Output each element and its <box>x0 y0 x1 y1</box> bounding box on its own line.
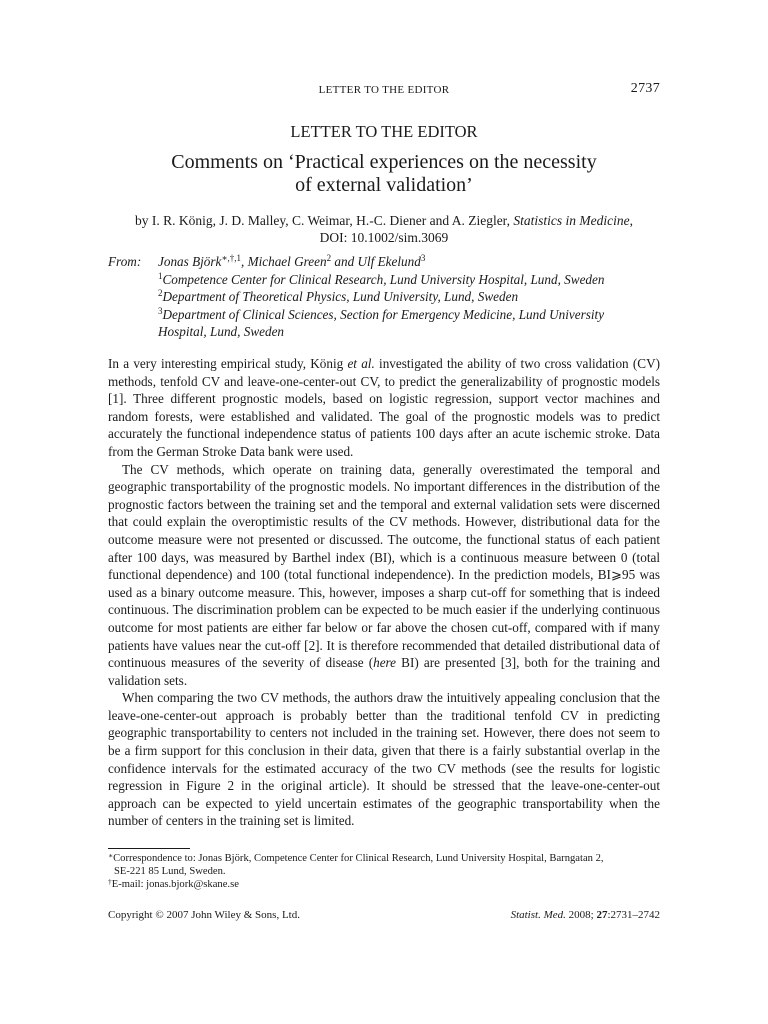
paragraph-1 <box>108 355 660 461</box>
citation-journal: Statist. Med. <box>510 909 566 921</box>
byline-authors: by I. R. König, J. D. Malley, C. Weimar, H.-C. Diener and A. Ziegler, <box>135 213 514 228</box>
affiliation-2-number: 2 <box>158 288 163 298</box>
paragraph-2-rest: BI) are presented [3], both for the training and validation sets. <box>108 655 660 688</box>
page-number: 2737 <box>630 81 660 96</box>
footnote-1-mark: ∗ <box>108 851 114 860</box>
author-2: Michael Green <box>247 254 327 269</box>
affiliation-2 <box>158 288 660 306</box>
affiliation-3 <box>158 306 660 324</box>
author-1: Jonas Björk <box>158 254 222 269</box>
paragraph-2 <box>108 461 660 690</box>
footnote-2-text: E-mail: jonas.bjork@skane.se <box>111 879 239 891</box>
footnote-1-line-1: Correspondence to: Jonas Björk, Competence Center for Clinical Research, Lund University Hospital, Barngatan 2, <box>113 853 604 864</box>
here-italic: here <box>373 655 397 671</box>
paragraph-1-start: In a very interesting empirical study, König <box>108 356 348 371</box>
author-list <box>158 253 660 271</box>
affiliation-3-number: 3 <box>158 305 163 316</box>
byline-journal: Statistics in Medicine <box>513 213 630 228</box>
byline-doi: DOI: 10.1002/sim.3069 <box>319 230 449 245</box>
footnote-2-mark: † <box>108 877 112 887</box>
paragraph-2-start: The CV methods, which operate on training data, generally overestimated the temporal and geographic transportability of the prognostic models. No important differences in the distribution of the prognostic factors between the training set and the temporal and external validation sets were discerned that could explain the overoptimistic results of the CV methods. However, distributional data for the outcome measure were not presented or discussed. The outcome, the functional status of each patient after 100 days, was measured by Barthel index (BI), which is a continuous measure between 0 (total functional dependence) and 100 (total functional independence). In the prediction models, BI⩾95 was used as a binary outcome measure. This, however, imposes a sharp cut-off for something that is indeed continuous. The discrimination problem can be expected to be much easier if the underlying continuous outcome for most patients are either far below or far above the chosen cut-off, compared with if many patients have values near the cut-off [2]. It is therefore recommended that detailed distributional data of continuous measures of the severity of disease ( <box>108 461 660 671</box>
et-al: et al. <box>347 356 375 371</box>
author-sep-2: and <box>331 254 358 269</box>
citation-pages: :2731–2742 <box>607 909 660 921</box>
footnote-email <box>108 878 660 891</box>
paragraph-3: When comparing the two CV methods, the authors draw the intuitively appealing conclusion that the leave-one-center-out approach is probably better than the traditional tenfold CV in predicting geographic transportability to centers not included in the training set. However, there does not seem to be a firm support for this conclusion in their data, given that there is a fairly substantial overlap in the confidence intervals for the estimated accuracy of the two CV methods (see the results for logistic regression in Figure 2 in the original article). It should be stressed that the leave-one-center-out approach can be expected to yield uncertain estimates of the geographic transportability when the number of centers in the training set is limited. <box>108 690 660 829</box>
affiliation-1 <box>158 271 660 289</box>
author-3: Ulf Ekelund <box>357 254 421 269</box>
affiliation-1-number: 1 <box>158 270 163 281</box>
footnote-1-line-2: SE-221 85 Lund, Sweden. <box>114 866 226 878</box>
from-block <box>108 253 660 341</box>
affiliation-3-text-line-1: Department of Clinical Sciences, Section for Emergency Medicine, Lund University <box>162 306 605 322</box>
citation-year: 2008; <box>565 909 597 921</box>
author-2-marks: 2 <box>326 253 332 263</box>
running-head-title: LETTER TO THE EDITOR <box>318 84 450 96</box>
author-sep-1: , <box>241 254 248 269</box>
affiliation-3-continued: Hospital, Lund, Sweden <box>158 324 285 339</box>
footnote-rule <box>108 848 190 849</box>
article-title-line-1: Comments on ‘Practical experiences on the necessity <box>171 151 597 173</box>
footnote-correspondence <box>108 852 660 865</box>
section-title: LETTER TO THE EDITOR <box>290 122 478 141</box>
byline <box>108 212 660 246</box>
byline-comma: , <box>629 213 633 228</box>
paragraph-1-rest: investigated the ability of two cross validation (CV) methods, tenfold CV and leave-one-center-out CV, to predict the generalizability of prognostic models [1]. Three different prognostic models, based on logistic regression, support vector machines and random forests, were established and validated. The goal of the prognostic models was to predict accurately the functional independence status of patients 100 days after an acute ischemic stroke. Data from the German Stroke Data bank were used. <box>108 356 660 459</box>
article-title <box>108 151 660 197</box>
affiliation-2-text: Department of Theoretical Physics, Lund University, Lund, Sweden <box>162 289 519 304</box>
affiliation-1-text: Competence Center for Clinical Research, Lund University Hospital, Lund, Sweden <box>162 271 605 287</box>
copyright: Copyright © 2007 John Wiley & Sons, Ltd. <box>108 909 300 921</box>
citation-volume: 27 <box>596 909 608 921</box>
author-1-marks: ∗,†,1 <box>221 253 241 263</box>
body-text <box>108 355 660 830</box>
footnotes <box>108 852 660 892</box>
author-3-marks: 3 <box>420 253 426 263</box>
from-label: From: <box>108 254 142 269</box>
article-title-line-2: of external validation’ <box>295 174 473 196</box>
journal-citation <box>511 909 660 921</box>
